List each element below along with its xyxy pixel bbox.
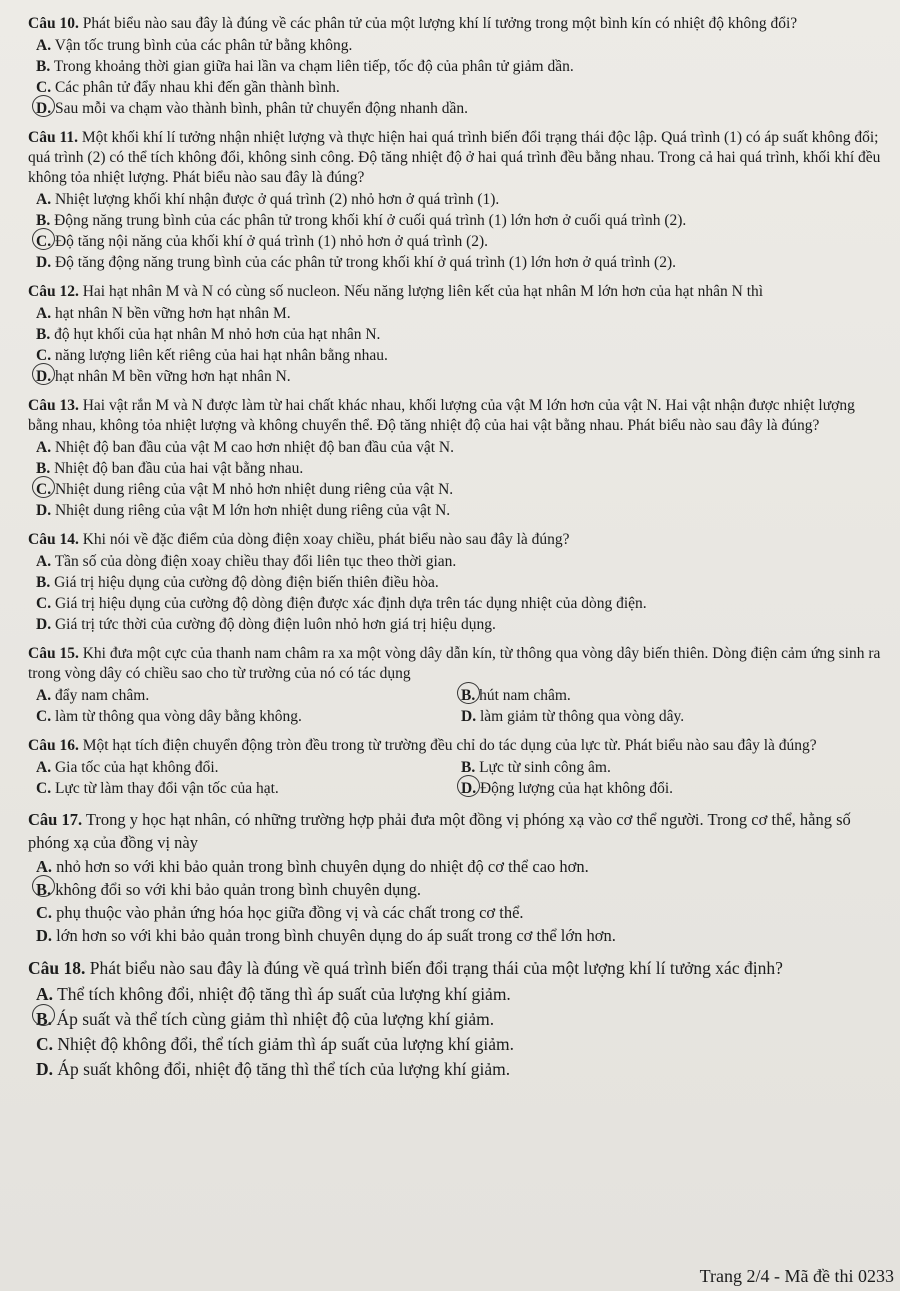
question-stem (28, 644, 886, 684)
option-text: Động năng trung bình của các phân tử trong khối khí ở cuối quá trình (1) lớn hơn ở cuối quá trình (2). (54, 212, 687, 229)
option-c (36, 706, 461, 727)
option-text: độ hụt khối của hạt nhân M nhỏ hơn của hạt nhân N. (54, 326, 381, 343)
option-text: Trong khoảng thời gian giữa hai lần va chạm liên tiếp, tốc độ của phân tử giảm dần. (53, 58, 574, 75)
options-list (36, 685, 886, 727)
question-text: Một hạt tích điện chuyển động tròn đều trong từ trường đều chỉ do tác dụng của lực từ. Phát biểu nào sau đây là đúng? (82, 737, 817, 754)
question-15 (28, 644, 886, 727)
question-12 (28, 282, 886, 387)
question-stem (28, 736, 886, 756)
option-a (36, 303, 886, 324)
options-row (36, 778, 886, 799)
option-c (36, 901, 886, 924)
option-text: Nhiệt độ ban đầu của vật M cao hơn nhiệt độ ban đầu của vật N. (54, 439, 454, 456)
question-text: Trong y học hạt nhân, có những trường hợp phải đưa một đồng vị phóng xạ vào cơ thể người. Trong cơ thể, hằng số phóng xạ của đồng vị này (28, 810, 851, 852)
question-stem (28, 14, 886, 34)
question-text: Khi nói về đặc điểm của dòng điện xoay chiều, phát biểu nào sau đây là đúng? (82, 531, 570, 548)
option-text: đẩy nam châm. (54, 687, 150, 704)
option-text: Nhiệt độ không đổi, thể tích giảm thì áp suất của lượng khí giảm. (57, 1034, 515, 1054)
question-text: Hai vật rắn M và N được làm từ hai chất khác nhau, khối lượng của vật M lớn hơn của vật N. Hai vật nhận được nhiệt lượng bằng nhau, không tỏa nhiệt lượng và không chuyển thể. Độ tăng nhiệt độ của hai vật bằng nhau. Phát biểu nào sau đây là đúng? (28, 397, 855, 434)
options-list (36, 35, 886, 119)
option-a (36, 982, 886, 1007)
option-letter-circled: C. (36, 233, 52, 250)
option-a (36, 685, 461, 706)
options-list (36, 855, 886, 947)
option-letter: D. (36, 254, 52, 271)
question-number: Câu 10. (28, 15, 79, 32)
question-stem (28, 128, 886, 188)
question-text: Khi đưa một cực của thanh nam châm ra xa một vòng dây dẫn kín, từ thông qua vòng dây biến thiên. Dòng điện cảm ứng sinh ra trong vòng dây có chiều sao cho từ trường của nó có tác dụng (28, 645, 881, 682)
option-letter: A. (36, 439, 52, 456)
option-letter: C. (36, 708, 52, 725)
question-18 (28, 956, 886, 1082)
option-b (461, 685, 886, 706)
option-text: làm từ thông qua vòng dây bằng không. (54, 708, 302, 725)
option-text: Tần số của dòng điện xoay chiều thay đổi liên tục theo thời gian. (54, 553, 457, 570)
option-letter-circled: D. (36, 368, 52, 385)
options-row (36, 685, 886, 706)
option-b (461, 757, 886, 778)
option-letter-circled: D. (36, 100, 52, 117)
question-number: Câu 11. (28, 129, 78, 146)
option-text: Giá trị tức thời của cường độ dòng điện luôn nhỏ hơn giá trị hiệu dụng. (54, 616, 496, 633)
option-text: Vận tốc trung bình của các phân tử bằng không. (54, 37, 353, 54)
question-stem (28, 530, 886, 550)
option-letter-circled: B. (36, 880, 52, 899)
question-number: Câu 14. (28, 531, 79, 548)
option-text: hạt nhân N bền vững hơn hạt nhân M. (54, 305, 291, 322)
option-text: Giá trị hiệu dụng của cường độ dòng điện được xác định dựa trên tác dụng nhiệt của dòng điện. (54, 595, 647, 612)
option-letter: D. (461, 708, 477, 725)
option-a (36, 855, 886, 878)
option-d (36, 1057, 886, 1082)
option-letter: A. (36, 687, 52, 704)
question-16 (28, 736, 886, 799)
option-letter: C. (36, 595, 52, 612)
option-text: Lực từ làm thay đổi vận tốc của hạt. (54, 780, 279, 797)
option-b (36, 572, 886, 593)
question-number: Câu 15. (28, 645, 79, 662)
options-list (36, 437, 886, 521)
options-list (36, 757, 886, 799)
option-b (36, 56, 886, 77)
option-letter: C. (36, 79, 52, 96)
option-letter: C. (36, 780, 52, 797)
option-text: Sau mỗi va chạm vào thành bình, phân tử chuyển động nhanh dần. (54, 100, 468, 117)
option-d (36, 98, 886, 119)
option-text: phụ thuộc vào phản ứng hóa học giữa đồng vị và các chất trong cơ thể. (56, 903, 524, 922)
option-letter: B. (36, 326, 51, 343)
option-letter: C. (36, 1034, 54, 1054)
option-c (36, 1032, 886, 1057)
option-d (461, 778, 886, 799)
question-stem (28, 396, 886, 436)
option-text: Áp suất không đổi, nhiệt độ tăng thì thể tích của lượng khí giảm. (57, 1059, 511, 1079)
option-a (36, 35, 886, 56)
option-text: Giá trị hiệu dụng của cường độ dòng điện biến thiên điều hòa. (54, 574, 439, 591)
options-list (36, 189, 886, 273)
option-letter: D. (36, 502, 52, 519)
option-c (36, 77, 886, 98)
option-text: Độ tăng động năng trung bình của các phân tử trong khối khí ở quá trình (1) lớn hơn ở quá trình (2). (54, 254, 676, 271)
option-letter: A. (36, 857, 53, 876)
option-letter-circled: D. (461, 780, 477, 797)
option-d (461, 706, 886, 727)
option-letter: A. (36, 37, 52, 54)
option-text: Thể tích không đổi, nhiệt độ tăng thì áp suất của lượng khí giảm. (57, 984, 511, 1004)
question-stem (28, 956, 886, 981)
option-text: lớn hơn so với khi bảo quản trong bình chuyên dụng do áp suất trong cơ thể lớn hơn. (56, 926, 616, 945)
option-b (36, 878, 886, 901)
option-letter: B. (36, 212, 51, 229)
option-c (36, 479, 886, 500)
option-letter: C. (36, 903, 53, 922)
option-text: Áp suất và thể tích cùng giảm thì nhiệt độ của lượng khí giảm. (56, 1009, 495, 1029)
question-text: Phát biểu nào sau đây là đúng về các phân tử của một lượng khí lí tưởng trong một bình kín có nhiệt độ không đổi? (82, 15, 798, 32)
option-d (36, 500, 886, 521)
option-letter: A. (36, 984, 54, 1004)
option-b (36, 1007, 886, 1032)
option-letter: D. (36, 1059, 54, 1079)
option-text: hạt nhân M bền vững hơn hạt nhân N. (54, 368, 291, 385)
options-list (36, 303, 886, 387)
option-letter: D. (36, 926, 53, 945)
question-14 (28, 530, 886, 635)
options-row (36, 706, 886, 727)
question-stem (28, 282, 886, 302)
option-d (36, 366, 886, 387)
option-text: không đổi so với khi bảo quản trong bình chuyên dụng. (55, 880, 421, 899)
question-17 (28, 808, 886, 947)
option-text: Nhiệt độ ban đầu của hai vật bằng nhau. (54, 460, 304, 477)
option-letter: A. (36, 553, 52, 570)
option-a (36, 551, 886, 572)
option-d (36, 924, 886, 947)
option-c (36, 345, 886, 366)
option-text: Động lượng của hạt không đổi. (479, 780, 674, 797)
option-text: hút nam châm. (479, 687, 571, 704)
option-a (36, 437, 886, 458)
option-b (36, 210, 886, 231)
option-text: Độ tăng nội năng của khối khí ở quá trình (1) nhỏ hơn ở quá trình (2). (54, 233, 489, 250)
page-footer: Trang 2/4 - Mã đề thi 0233 (699, 1266, 894, 1286)
option-letter: D. (36, 616, 52, 633)
option-letter: B. (36, 58, 51, 75)
option-letter: A. (36, 191, 52, 208)
options-list (36, 551, 886, 635)
option-text: Nhiệt dung riêng của vật M nhỏ hơn nhiệt dung riêng của vật N. (54, 481, 454, 498)
question-13 (28, 396, 886, 521)
option-text: nhỏ hơn so với khi bảo quản trong bình chuyên dụng do nhiệt độ cơ thể cao hơn. (56, 857, 589, 876)
option-b (36, 324, 886, 345)
option-letter-circled: C. (36, 481, 52, 498)
question-number: Câu 12. (28, 283, 79, 300)
options-row (36, 757, 886, 778)
option-letter: B. (36, 574, 51, 591)
question-11 (28, 128, 886, 273)
option-text: Lực từ sinh công âm. (479, 759, 611, 776)
option-text: Gia tốc của hạt không đổi. (54, 759, 219, 776)
option-letter: A. (36, 305, 52, 322)
option-d (36, 614, 886, 635)
question-number: Câu 16. (28, 737, 79, 754)
question-text: Một khối khí lí tưởng nhận nhiệt lượng và thực hiện hai quá trình biến đổi trạng thái độc lập. Quá trình (1) có áp suất không đổi; quá trình (2) có thể tích không đổi, không sinh công. Độ tăng nhiệt độ ở hai quá trình đều bằng nhau. Trong cả hai quá trình, khối khí đều không tỏa nhiệt lượng. Phát biểu nào sau đây là đúng? (28, 129, 881, 186)
option-letter: C. (36, 347, 52, 364)
option-text: làm giảm từ thông qua vòng dây. (479, 708, 685, 725)
option-a (36, 757, 461, 778)
option-c (36, 778, 461, 799)
option-text: Nhiệt lượng khối khí nhận được ở quá trình (2) nhỏ hơn ở quá trình (1). (54, 191, 500, 208)
question-number: Câu 18. (28, 958, 86, 978)
option-letter: B. (461, 759, 476, 776)
question-text: Hai hạt nhân M và N có cùng số nucleon. Nếu năng lượng liên kết của hạt nhân M lớn hơn của hạt nhân N thì (82, 283, 764, 300)
option-letter-circled: B. (461, 687, 476, 704)
option-b (36, 458, 886, 479)
option-text: năng lượng liên kết riêng của hai hạt nhân bằng nhau. (54, 347, 388, 364)
option-c (36, 593, 886, 614)
option-a (36, 189, 886, 210)
question-10 (28, 14, 886, 119)
question-number: Câu 17. (28, 810, 83, 829)
question-text: Phát biểu nào sau đây là đúng về quá trình biến đổi trạng thái của một lượng khí lí tưởng xác định? (89, 958, 783, 978)
option-letter-circled: B. (36, 1007, 52, 1032)
question-number: Câu 13. (28, 397, 79, 414)
option-text: Nhiệt dung riêng của vật M lớn hơn nhiệt dung riêng của vật N. (54, 502, 451, 519)
option-d (36, 252, 886, 273)
option-letter: B. (36, 460, 51, 477)
option-letter: A. (36, 759, 52, 776)
option-text: Các phân tử đẩy nhau khi đến gần thành bình. (54, 79, 340, 96)
question-stem (28, 808, 886, 854)
options-list (36, 982, 886, 1082)
option-c (36, 231, 886, 252)
